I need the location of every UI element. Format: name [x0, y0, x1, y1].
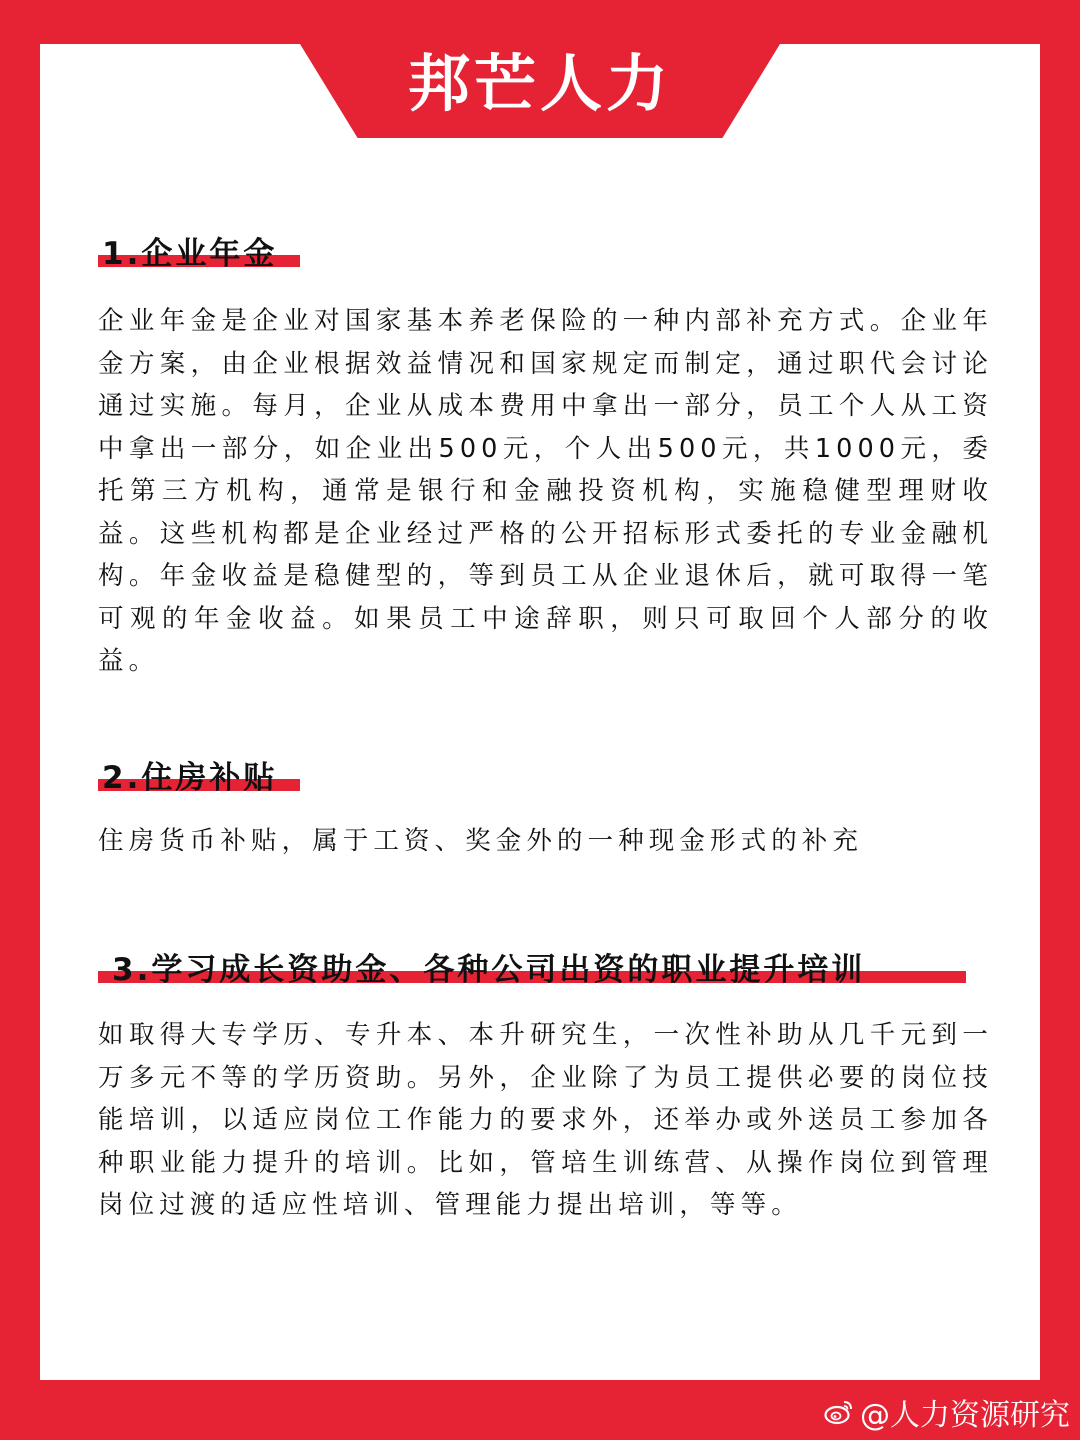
- section-1-body: 企业年金是企业对国家基本养老保险的一种内部补充方式。企业年金方案，由企业根据效益情况和国家规定而制定，通过职代会讨论通过实施。每月，企业从成本费用中拿出一部分，员工个人从工资中拿出一部分，如企业出500元，个人出500元，共1000元，委托第三方机构，通常是银行和金融投资机构，实施稳健型理财收益。这些机构都是企业经过严格的公开招标形式委托的专业金融机构。年金收益是稳健型的，等到员工从企业退休后，就可取得一笔可观的年金收益。如果员工中途辞职，则只可取回个人部分的收益。: [98, 306, 993, 676]
- section-3-body: 如取得大专学历、专升本、本升研究生，一次性补助从几千元到一万多元不等的学历资助。另外，企业除了为员工提供必要的岗位技能培训，以适应岗位工作能力的要求外，还举办或外送员工参加各种职业能力提升的培训。比如，管培生训练营、从操作岗位到管理岗位过渡的适应性培训、管理能力提出培训，等等。: [98, 1020, 993, 1220]
- section-1-heading: [98, 228, 277, 273]
- section-3-heading-text: 3.学习成长资助金、各种公司出资的职业提升培训: [112, 952, 866, 988]
- section-2-heading-text: 2.住房补贴: [102, 760, 278, 796]
- watermark: [824, 1390, 1070, 1434]
- weibo-icon: [824, 1399, 854, 1425]
- watermark-text: @人力资源研究: [860, 1398, 1070, 1433]
- section-3-heading: [98, 944, 865, 989]
- banner-title: 邦芒人力: [407, 47, 672, 120]
- section-1-heading-text: 1.企业年金: [102, 236, 278, 272]
- section-2-body: 住房货币补贴，属于工资、奖金外的一种现金形式的补充: [98, 826, 864, 856]
- section-2-heading: [98, 752, 277, 797]
